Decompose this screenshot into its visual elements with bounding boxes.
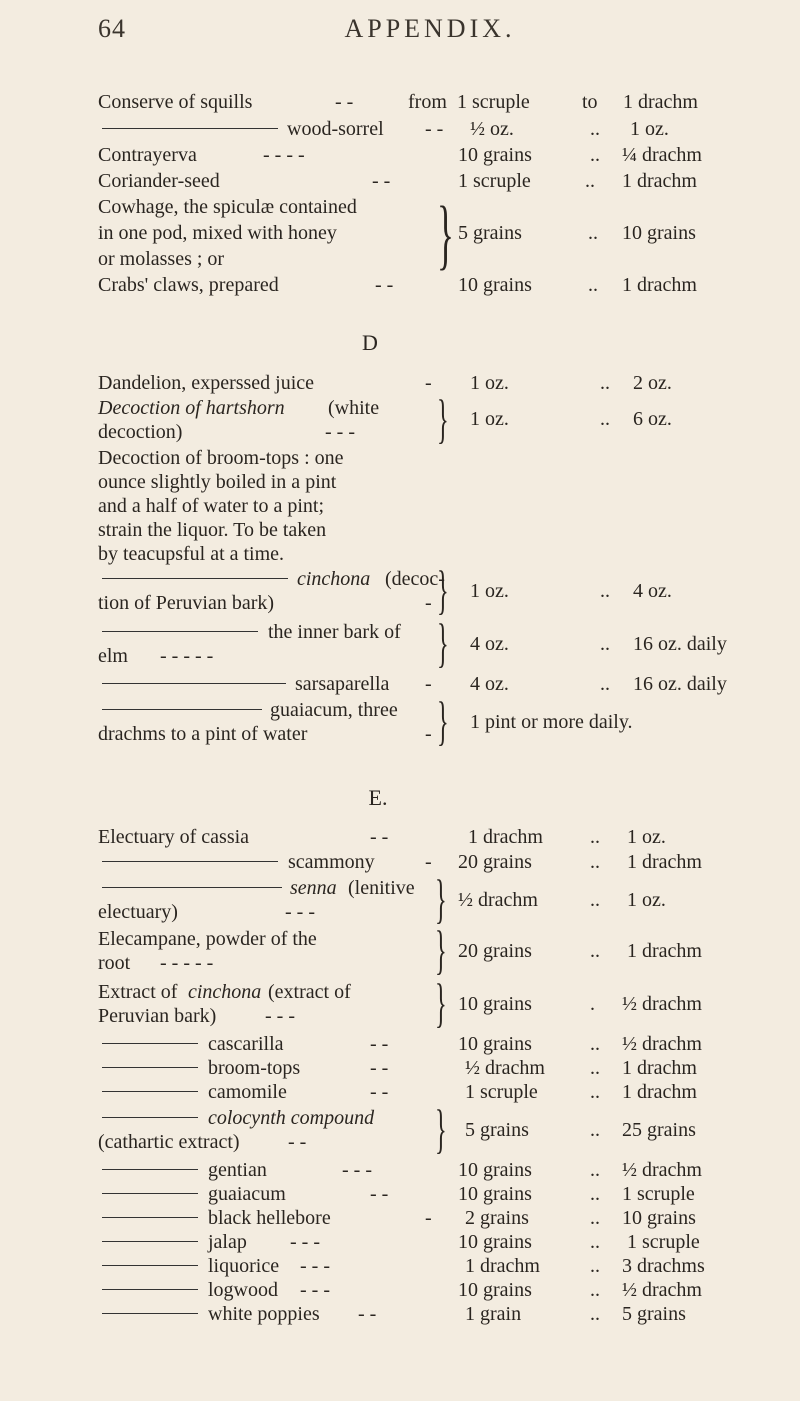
brace: }: [437, 560, 449, 620]
dots: ..: [590, 1183, 600, 1205]
entry-name: by teacupsful at a time.: [98, 543, 285, 565]
dots: ..: [590, 826, 600, 848]
entry-min: 10 grains: [458, 1159, 532, 1181]
ditto-dash: [102, 1080, 204, 1104]
entry-name: guaiacum, three: [270, 699, 398, 721]
entry-dashes: - -: [370, 1057, 389, 1079]
ditto-dash: [102, 698, 268, 722]
entry-max: 25 grains: [622, 1119, 696, 1141]
entry-min: 1 scruple: [465, 1081, 538, 1103]
page-header: [0, 14, 800, 54]
entry-max: ½ drachm: [622, 1159, 702, 1181]
brace: }: [435, 973, 447, 1033]
entry-dashes: - - -: [300, 1279, 330, 1301]
ditto-dash: [102, 567, 294, 591]
entry-name: camomile: [208, 1081, 287, 1103]
entry-name-italic: cinchona: [188, 981, 262, 1003]
entry-min: 10 grains: [458, 274, 532, 296]
entry-dashes: - -: [335, 91, 354, 113]
dots: ..: [590, 1279, 600, 1301]
entry-min: ½ drachm: [458, 889, 538, 911]
entry-name: Coriander-seed: [98, 170, 220, 192]
entry-max: 10 grains: [622, 1207, 696, 1229]
dots: ..: [600, 673, 610, 695]
entry-to: ..: [590, 144, 600, 166]
entry-name: Crabs' claws, prepared: [98, 274, 279, 296]
entry-max: 16 oz. daily: [633, 673, 727, 695]
dots: ..: [600, 633, 610, 655]
dots: ..: [590, 1255, 600, 1277]
entry-min: 1 drachm: [468, 826, 543, 848]
entry-min: 1 scruple: [458, 170, 531, 192]
ditto-dash: [102, 1278, 204, 1302]
entry-name-italic: cinchona: [297, 568, 371, 590]
entry-min: 1 oz.: [470, 408, 509, 430]
dots: ..: [590, 1231, 600, 1253]
entry-min: 5 grains: [465, 1119, 529, 1141]
dots: ..: [590, 1159, 600, 1181]
entry-dashes: - - -: [290, 1231, 320, 1253]
entry-max: ½ drachm: [622, 1279, 702, 1301]
entry-to: ..: [588, 274, 598, 296]
entry-min: ½ drachm: [465, 1057, 545, 1079]
entry-name: elm: [98, 645, 128, 667]
entry-dashes: - - -: [300, 1255, 330, 1277]
entry-min: 10 grains: [458, 1033, 532, 1055]
entry-name: (lenitive: [348, 877, 415, 899]
entry-dashes: - - - -: [263, 144, 305, 166]
entry-max: 1 drachm: [627, 851, 702, 873]
entry-name: (decoc-: [385, 568, 445, 590]
ditto-dash: [102, 1158, 204, 1182]
entry-max: 1 oz.: [630, 118, 669, 140]
entry-min: 5 grains: [458, 222, 522, 244]
dots: ..: [590, 889, 600, 911]
entry-dashes: - -: [425, 118, 444, 140]
entry-dashes: - - - - -: [160, 645, 214, 667]
entry-max: 6 oz.: [633, 408, 672, 430]
entry-max: 1 drachm: [623, 91, 698, 113]
ditto-dash: [102, 1302, 204, 1326]
entry-min: 2 grains: [465, 1207, 529, 1229]
entry-min: 10 grains: [458, 1183, 532, 1205]
entry-name: cascarilla: [208, 1033, 284, 1055]
entry-dashes: - - - - -: [160, 952, 214, 974]
entry-max: 16 oz. daily: [633, 633, 727, 655]
entry-name: Dandelion, experssed juice: [98, 372, 315, 394]
entry-max: 1 drachm: [622, 274, 697, 296]
dots: ..: [590, 1057, 600, 1079]
entry-to: ..: [585, 170, 595, 192]
entry-name: gentian: [208, 1159, 267, 1181]
entry-name: tion of Peruvian bark): [98, 592, 275, 614]
entry-max: 2 oz.: [633, 372, 672, 394]
entry-name: jalap: [208, 1231, 247, 1253]
entry-max: 1 scruple: [627, 1231, 700, 1253]
entry-max: ½ drachm: [622, 1033, 702, 1055]
entry-name: root: [98, 952, 131, 974]
ditto-dash: [102, 620, 264, 644]
entry-to: ..: [590, 118, 600, 140]
entry-name: ounce slightly boiled in a pint: [98, 471, 337, 493]
entry-max: 5 grains: [622, 1303, 686, 1325]
brace: }: [435, 1099, 447, 1159]
entry-max: ¼ drachm: [622, 144, 702, 166]
entry-name: Cowhage, the spiculæ contained: [98, 196, 357, 218]
entry-min: 10 grains: [458, 993, 532, 1015]
entry-max: 1 drachm: [627, 940, 702, 962]
entry-dashes: -: [425, 1207, 432, 1229]
entry-name: strain the liquor. To be taken: [98, 519, 327, 541]
ditto-dash: [102, 1206, 204, 1230]
entry-dashes: - -: [372, 170, 391, 192]
dots: ..: [590, 1119, 600, 1141]
entry-from: from: [408, 91, 447, 113]
ditto-dash: [102, 1254, 204, 1278]
entry-name: Contrayerva: [98, 144, 197, 166]
brace: }: [437, 389, 449, 449]
ditto-dash: [102, 672, 292, 696]
entry-dose: 1 pint or more daily.: [470, 711, 633, 733]
entry-max: 1 drachm: [622, 1081, 697, 1103]
entry-dashes: -: [425, 851, 432, 873]
entry-name: Decoction of broom-tops : one: [98, 447, 344, 469]
entry-min: 20 grains: [458, 851, 532, 873]
entry-max: 10 grains: [622, 222, 696, 244]
entry-min: 1 oz.: [470, 580, 509, 602]
entry-name-italic: colocynth compound: [208, 1107, 375, 1129]
dots: ..: [600, 580, 610, 602]
entry-name: in one pod, mixed with honey: [98, 222, 337, 244]
entry-name: black hellebore: [208, 1207, 331, 1229]
ditto-dash: [102, 1230, 204, 1254]
entry-min: ½ oz.: [470, 118, 514, 140]
ditto-dash: [102, 1106, 204, 1130]
entry-dashes: - -: [370, 826, 389, 848]
ditto-dash: [102, 876, 288, 900]
entry-name: (extract of: [268, 981, 351, 1003]
dots: ..: [590, 940, 600, 962]
entry-name: Elecampane, powder of the: [98, 928, 317, 950]
entry-dashes: - -: [370, 1183, 389, 1205]
entry-name: broom-tops: [208, 1057, 301, 1079]
dots: ..: [590, 1081, 600, 1103]
section-heading-d: D: [362, 330, 378, 355]
entry-max: 1 drachm: [622, 170, 697, 192]
entry-name: liquorice: [208, 1255, 280, 1277]
entry-dashes: - - -: [285, 901, 315, 923]
entry-min: 1 grain: [465, 1303, 522, 1325]
entry-dashes: - -: [370, 1081, 389, 1103]
brace: }: [435, 920, 447, 980]
entry-dashes: -: [425, 723, 432, 745]
ditto-dash: [102, 1032, 204, 1056]
entry-min: 1 scruple: [457, 91, 530, 113]
ditto-dash: [102, 850, 284, 874]
entry-min: 1 oz.: [470, 372, 509, 394]
entry-max: 4 oz.: [633, 580, 672, 602]
entry-name: Electuary of cassia: [98, 826, 250, 848]
entry-name: white poppies: [208, 1303, 320, 1325]
entry-name: Conserve of squills: [98, 91, 253, 113]
entry-dashes: - - -: [325, 421, 355, 443]
entry-name: electuary): [98, 901, 178, 923]
entry-name: (white: [328, 397, 380, 419]
entry-name: the inner bark of: [268, 621, 401, 643]
entry-min: 20 grains: [458, 940, 532, 962]
section-heading-e: E.: [368, 785, 388, 810]
brace: }: [437, 190, 454, 277]
entry-to: ..: [588, 222, 598, 244]
entry-name: Peruvian bark): [98, 1005, 217, 1027]
entry-name: wood-sorrel: [287, 118, 384, 140]
entry-min: 1 drachm: [465, 1255, 540, 1277]
ditto-dash: [102, 1182, 204, 1206]
dots: ..: [590, 1033, 600, 1055]
ditto-dash: [102, 1056, 204, 1080]
dots: ..: [600, 408, 610, 430]
entry-max: 1 oz.: [627, 889, 666, 911]
dots: ..: [590, 851, 600, 873]
entry-min: 4 oz.: [470, 673, 509, 695]
entry-name: guaiacum: [208, 1183, 286, 1205]
brace: }: [435, 869, 447, 929]
page-number: 64: [98, 14, 126, 43]
entry-dashes: - -: [370, 1033, 389, 1055]
entry-max: 1 drachm: [622, 1057, 697, 1079]
entry-dashes: -: [425, 592, 432, 614]
entry-name: sarsaparella: [295, 673, 390, 695]
entry-name: drachms to a pint of water: [98, 723, 308, 745]
entry-min: 4 oz.: [470, 633, 509, 655]
entry-name: scammony: [288, 851, 375, 873]
entry-max: 1 scruple: [622, 1183, 695, 1205]
dots: ..: [590, 1207, 600, 1229]
entry-max: 1 oz.: [627, 826, 666, 848]
entry-dashes: -: [425, 673, 432, 695]
dots: .: [590, 993, 595, 1015]
brace: }: [437, 691, 449, 751]
entry-dashes: - -: [375, 274, 394, 296]
entry-max: 3 drachms: [622, 1255, 705, 1277]
entry-name: logwood: [208, 1279, 278, 1301]
entry-dashes: - -: [288, 1131, 307, 1153]
entry-name: Extract of: [98, 981, 178, 1003]
entry-dashes: - - -: [265, 1005, 295, 1027]
entry-name: or molasses ; or: [98, 248, 225, 270]
entry-name-italic: Decoction of hartshorn: [98, 397, 285, 419]
entry-min: 10 grains: [458, 144, 532, 166]
entry-to: to: [582, 91, 598, 113]
dots: ..: [590, 1303, 600, 1325]
entry-name: and a half of water to a pint;: [98, 495, 325, 517]
entry-max: ½ drachm: [622, 993, 702, 1015]
entry-dashes: -: [425, 372, 432, 394]
entry-name: decoction): [98, 421, 183, 443]
ditto-dash: [102, 117, 284, 141]
dots: ..: [600, 372, 610, 394]
entry-name: (cathartic extract): [98, 1131, 240, 1153]
entry-dashes: - -: [358, 1303, 377, 1325]
entry-min: 10 grains: [458, 1231, 532, 1253]
entry-name-italic: senna: [290, 877, 337, 899]
entry-dashes: - - -: [342, 1159, 372, 1181]
running-head: APPENDIX.: [344, 14, 516, 43]
entry-min: 10 grains: [458, 1279, 532, 1301]
brace: }: [437, 613, 449, 673]
